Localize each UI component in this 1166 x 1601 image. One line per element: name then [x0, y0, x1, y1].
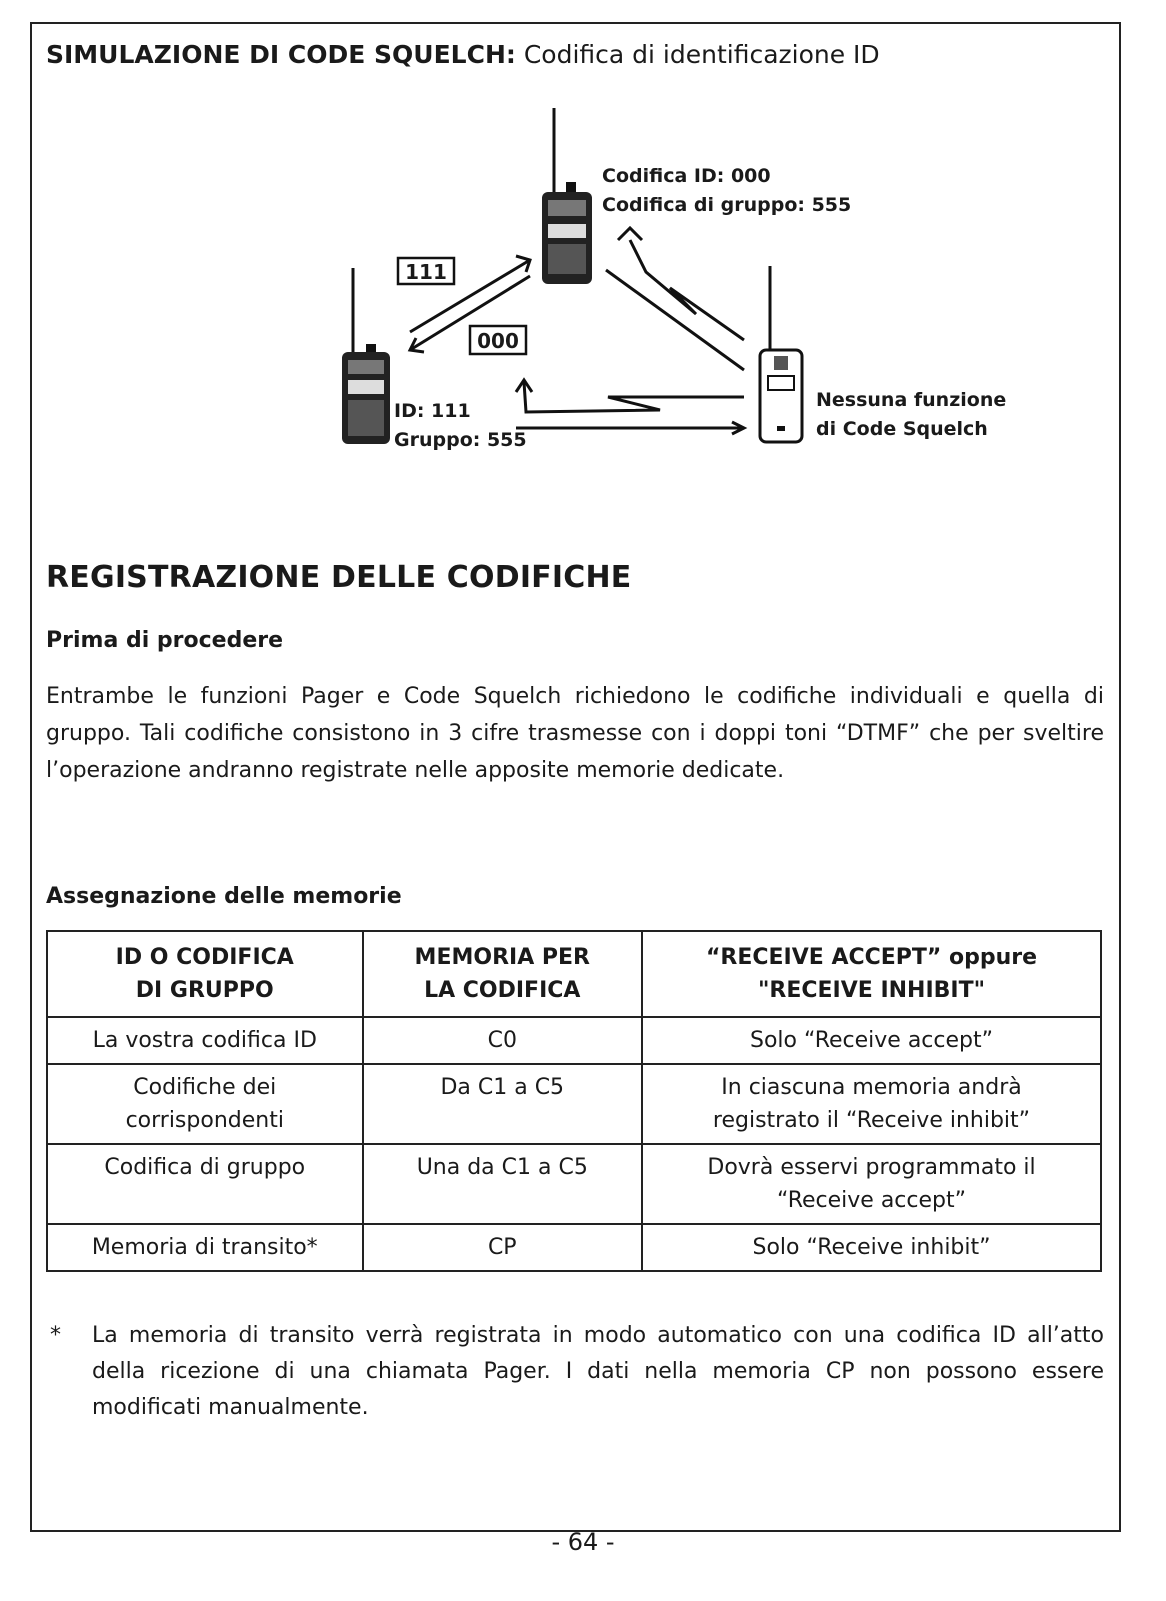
top-right-signal-lines — [606, 228, 744, 370]
table-cell: Da C1 a C5 — [363, 1064, 643, 1144]
right-radio-label-2: di Code Squelch — [816, 418, 988, 440]
left-radio-icon — [342, 268, 390, 444]
header-id-codifica: ID O CODIFICA DI GRUPPO — [47, 931, 363, 1017]
table-header-row — [47, 931, 1101, 1017]
table-cell: Solo “Receive inhibit” — [642, 1224, 1101, 1271]
left-right-signal-lines — [516, 380, 744, 434]
section-title: REGISTRAZIONE DELLE CODIFICHE — [46, 560, 632, 595]
intro-paragraph: Entrambe le funzioni Pager e Code Squelch richiedono le codifiche individuali e quella di gruppo. Tali codifiche consistono in 3 cifre trasmesse con i doppi toni “DTMF” che per sveltire l’operazione andranno registrate nelle apposite memorie dedicate. — [46, 684, 1104, 783]
footnote-marker: * — [50, 1323, 61, 1348]
table-cell: Codifica di gruppo — [47, 1144, 363, 1224]
subheading-prima-di-procedere: Prima di procedere — [46, 628, 284, 653]
table-row — [47, 1144, 1101, 1224]
left-radio-label-1: ID: 111 — [394, 400, 471, 422]
memory-assignment-table — [46, 930, 1102, 1272]
table-row — [47, 1224, 1101, 1271]
table-cell: C0 — [363, 1017, 643, 1064]
header-receive: “RECEIVE ACCEPT” oppure "RECEIVE INHIBIT" — [642, 931, 1101, 1017]
table-cell: Memoria di transito* — [47, 1224, 363, 1271]
table-cell: In ciascuna memoria andrà registrato il “Receive inhibit” — [642, 1064, 1101, 1144]
top-radio-label-1: Codifica ID: 000 — [602, 165, 771, 187]
table-cell: Una da C1 a C5 — [363, 1144, 643, 1224]
footnote — [46, 1318, 1104, 1426]
table-row — [47, 1017, 1101, 1064]
table-cell: Solo “Receive accept” — [642, 1017, 1101, 1064]
right-radio-icon — [760, 266, 802, 442]
header-memoria: MEMORIA PER LA CODIFICA — [363, 931, 643, 1017]
page-number: - 64 - — [551, 1528, 615, 1556]
right-radio-label-1: Nessuna funzione — [816, 389, 1007, 411]
footnote-text: La memoria di transito verrà registrata in modo automatico con una codifica ID all’atto della ricezione di una chiamata Pager. I dati nella memoria CP non possono essere modificati manualmente. — [92, 1323, 1104, 1420]
top-radio-label-2: Codifica di gruppo: 555 — [602, 194, 852, 216]
top-radio-icon — [542, 108, 592, 284]
subheading-assegnazione: Assegnazione delle memorie — [46, 884, 402, 909]
table-cell: La vostra codifica ID — [47, 1017, 363, 1064]
code-box-111-text: 111 — [405, 260, 447, 284]
left-radio-label-2: Gruppo: 555 — [394, 429, 527, 451]
table-cell: CP — [363, 1224, 643, 1271]
table-cell: Codifiche dei corrispondenti — [47, 1064, 363, 1144]
table-row — [47, 1064, 1101, 1144]
simulation-title: SIMULAZIONE DI CODE SQUELCH: Codifica di identificazione ID — [46, 40, 880, 69]
table-cell: Dovrà esservi programmato il “Receive accept” — [642, 1144, 1101, 1224]
code-box-000-text: 000 — [477, 329, 519, 353]
code-squelch-diagram — [330, 100, 1030, 470]
